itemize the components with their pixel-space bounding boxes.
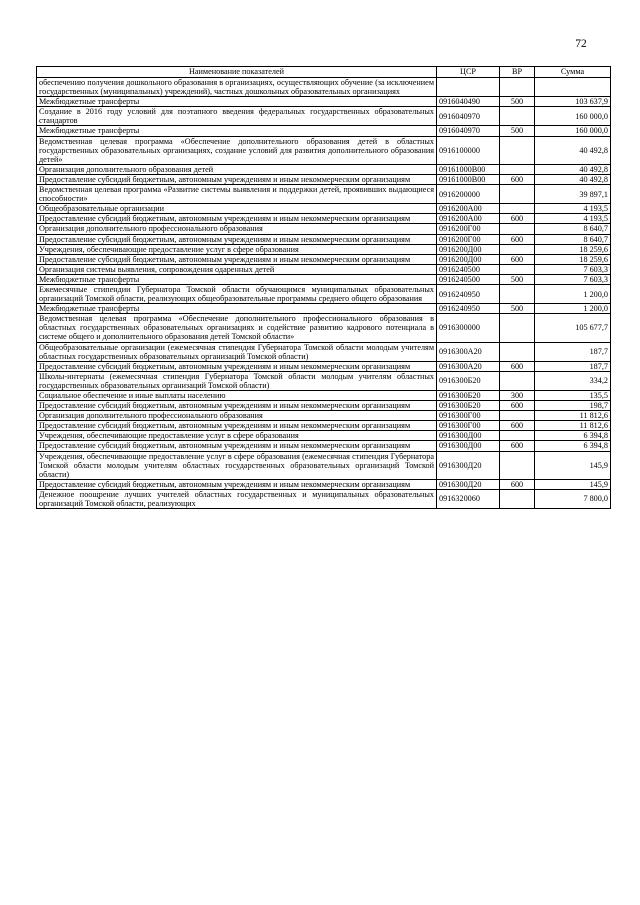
cell-csr: 09161000В00 [437,174,500,184]
cell-csr: 0916200Д00 [437,244,500,254]
cell-sum: 187,7 [535,361,611,371]
cell-csr: 0916040490 [437,97,500,107]
table-row [37,451,611,479]
cell-name: Общеобразовательные организации (ежемесячная стипендия Губернатора Томской области молодым учителям областных государственных образовательных организаций Томской области) [37,342,437,361]
cell-name: Предоставление субсидий бюджетным, автономным учреждениям и иным некоммерческим организациям [37,174,437,184]
cell-vr [500,342,535,361]
cell-sum: 145,9 [535,479,611,489]
cell-name: Предоставление субсидий бюджетным, автономным учреждениям и иным некоммерческим организациям [37,421,437,431]
cell-name: Учреждения, обеспечивающие предоставление услуг в сфере образования [37,431,437,441]
cell-vr [500,411,535,421]
cell-csr: 0916200Г00 [437,224,500,234]
cell-vr: 600 [500,361,535,371]
cell-sum: 105 677,7 [535,314,611,342]
cell-vr [500,314,535,342]
cell-csr: 0916300А20 [437,361,500,371]
cell-sum: 1 200,0 [535,304,611,314]
table-row [37,97,611,107]
cell-name: Социальное обеспечение и иные выплаты населению [37,391,437,401]
table-row [37,264,611,274]
cell-vr [500,164,535,174]
table-row [37,361,611,371]
cell-csr: 0916200А00 [437,214,500,224]
cell-name: Учреждения, обеспечивающие предоставление услуг в сфере образования [37,244,437,254]
cell-name: Межбюджетные трансферты [37,126,437,136]
cell-csr: 0916300Д00 [437,431,500,441]
table-row [37,391,611,401]
cell-vr: 600 [500,214,535,224]
cell-csr: 0916040970 [437,126,500,136]
cell-sum: 135,5 [535,391,611,401]
cell-vr: 600 [500,479,535,489]
cell-csr: 0916300Д20 [437,479,500,489]
cell-sum: 6 394,8 [535,441,611,451]
table-row [37,164,611,174]
table-row [37,371,611,390]
cell-name: Предоставление субсидий бюджетным, автономным учреждениям и иным некоммерческим организациям [37,234,437,244]
cell-csr: 0916200А00 [437,204,500,214]
cell-csr [437,78,500,97]
cell-vr: 600 [500,254,535,264]
cell-sum: 40 492,8 [535,164,611,174]
cell-vr [500,185,535,204]
cell-csr: 0916040970 [437,107,500,126]
table-row [37,304,611,314]
cell-csr: 0916300Б20 [437,401,500,411]
cell-sum: 103 637,9 [535,97,611,107]
table-row [37,224,611,234]
cell-sum: 145,9 [535,451,611,479]
table-row [37,274,611,284]
header-name: Наименование показателей [37,67,437,78]
cell-vr [500,204,535,214]
cell-sum: 40 492,8 [535,136,611,164]
cell-name: Ведомственная целевая программа «Развитие системы выявления и поддержки детей, проявивших выдающиеся способности» [37,185,437,204]
table-row [37,234,611,244]
cell-name: Ежемесячные стипендии Губернатора Томской области обучающимся муниципальных образовательных организаций Томской области, реализующих общеобразовательные программы среднего общего образования [37,284,437,303]
table-row [37,421,611,431]
cell-sum: 11 812,6 [535,411,611,421]
table-row [37,244,611,254]
header-csr: ЦСР [437,67,500,78]
cell-vr [500,244,535,254]
table-row [37,401,611,411]
cell-csr: 0916300А20 [437,342,500,361]
cell-csr: 0916320060 [437,489,500,508]
table-row [37,479,611,489]
cell-csr: 0916200000 [437,185,500,204]
cell-csr: 0916240500 [437,264,500,274]
cell-sum: 4 193,5 [535,204,611,214]
cell-csr: 0916300000 [437,314,500,342]
cell-vr [500,136,535,164]
cell-vr [500,431,535,441]
cell-sum: 6 394,8 [535,431,611,441]
cell-sum: 160 000,0 [535,126,611,136]
cell-vr [500,78,535,97]
cell-vr: 500 [500,274,535,284]
table-row [37,107,611,126]
cell-sum: 198,7 [535,401,611,411]
table-row [37,411,611,421]
cell-csr: 0916300Г00 [437,411,500,421]
cell-vr: 600 [500,421,535,431]
cell-sum: 39 897,1 [535,185,611,204]
header-vr: ВР [500,67,535,78]
cell-sum: 11 812,6 [535,421,611,431]
cell-csr: 0916300Б20 [437,371,500,390]
cell-csr: 09161000В00 [437,164,500,174]
cell-name: Предоставление субсидий бюджетным, автономным учреждениям и иным некоммерческим организациям [37,361,437,371]
cell-vr: 500 [500,304,535,314]
table-row [37,174,611,184]
cell-name: Ведомственная целевая программа «Обеспечение дополнительного образования детей в областных государственных образовательных организациях, создание условий для развития дополнительного образования детей» [37,136,437,164]
cell-vr: 600 [500,174,535,184]
cell-csr: 0916240950 [437,304,500,314]
cell-sum: 187,7 [535,342,611,361]
cell-sum: 8 640,7 [535,224,611,234]
cell-name: Учреждения, обеспечивающие предоставление услуг в сфере образования (ежемесячная стипендия Губернатора Томской области молодым учителям областных государственных образовательных организаций Томской области) [37,451,437,479]
cell-sum: 40 492,8 [535,174,611,184]
cell-csr: 0916300Г00 [437,421,500,431]
cell-name: Организация системы выявления, сопровождения одаренных детей [37,264,437,274]
cell-vr [500,371,535,390]
cell-csr: 0916240500 [437,274,500,284]
cell-csr: 0916300Д20 [437,451,500,479]
cell-name: Денежное поощрение лучших учителей областных государственных и муниципальных образовательных организаций Томской области, реализующих [37,489,437,508]
cell-csr: 0916100000 [437,136,500,164]
cell-sum: 4 193,5 [535,214,611,224]
cell-name: Межбюджетные трансферты [37,304,437,314]
cell-name: Создание в 2016 году условий для поэтапного введения федеральных государственных образовательных стандартов [37,107,437,126]
cell-vr [500,489,535,508]
table-row [37,126,611,136]
cell-name: Межбюджетные трансферты [37,274,437,284]
table-row [37,284,611,303]
table-row [37,254,611,264]
page-number: 72 [575,38,587,50]
cell-name: Предоставление субсидий бюджетным, автономным учреждениям и иным некоммерческим организациям [37,479,437,489]
cell-csr: 0916200Г00 [437,234,500,244]
cell-vr: 600 [500,234,535,244]
cell-name: Ведомственная целевая программа «Обеспечение дополнительного профессионального образования в областных государственных образовательных организациях и содействие развитию кадрового потенциала в системе общего и дополнительного образования детей Томской области» [37,314,437,342]
table-row [37,185,611,204]
table-row [37,314,611,342]
cell-sum: 7 603,3 [535,274,611,284]
cell-vr: 500 [500,126,535,136]
cell-vr: 600 [500,441,535,451]
table-row [37,489,611,508]
cell-vr: 600 [500,401,535,411]
cell-vr [500,107,535,126]
cell-vr [500,451,535,479]
table-row [37,441,611,451]
cell-vr: 300 [500,391,535,401]
cell-sum [535,78,611,97]
cell-vr: 500 [500,97,535,107]
budget-table [36,66,611,509]
cell-name: Организация дополнительного профессионального образования [37,411,437,421]
cell-sum: 18 259,6 [535,254,611,264]
cell-sum: 160 000,0 [535,107,611,126]
cell-name: обеспечению получения дошкольного образования в организациях, осуществляющих обучение (за исключением государственных (муниципальных) учреждений), частных дошкольных образовательных организациях [37,78,437,97]
cell-name: Предоставление субсидий бюджетным, автономным учреждениям и иным некоммерческим организациям [37,401,437,411]
cell-csr: 0916300Д00 [437,441,500,451]
table-row [37,204,611,214]
cell-name: Предоставление субсидий бюджетным, автономным учреждениям и иным некоммерческим организациям [37,441,437,451]
table-row [37,342,611,361]
table-row [37,431,611,441]
cell-sum: 1 200,0 [535,284,611,303]
table-row [37,78,611,97]
table-header-row [37,67,611,78]
cell-csr: 0916200Д00 [437,254,500,264]
table-row [37,136,611,164]
cell-name: Школы-интернаты (ежемесячная стипендия Губернатора Томской области молодым учителям областных государственных образовательных организаций Томской области) [37,371,437,390]
cell-name: Организация дополнительного профессионального образования [37,224,437,234]
cell-name: Предоставление субсидий бюджетным, автономным учреждениям и иным некоммерческим организациям [37,214,437,224]
cell-name: Организация дополнительного образования детей [37,164,437,174]
header-sum: Сумма [535,67,611,78]
cell-name: Предоставление субсидий бюджетным, автономным учреждениям и иным некоммерческим организациям [37,254,437,264]
cell-sum: 18 259,6 [535,244,611,254]
cell-csr: 0916300Б20 [437,391,500,401]
cell-sum: 8 640,7 [535,234,611,244]
cell-vr [500,284,535,303]
cell-vr [500,264,535,274]
cell-csr: 0916240950 [437,284,500,303]
cell-name: Общеобразовательные организации [37,204,437,214]
cell-sum: 7 603,3 [535,264,611,274]
cell-sum: 334,2 [535,371,611,390]
table-row [37,214,611,224]
cell-name: Межбюджетные трансферты [37,97,437,107]
cell-vr [500,224,535,234]
cell-sum: 7 800,0 [535,489,611,508]
